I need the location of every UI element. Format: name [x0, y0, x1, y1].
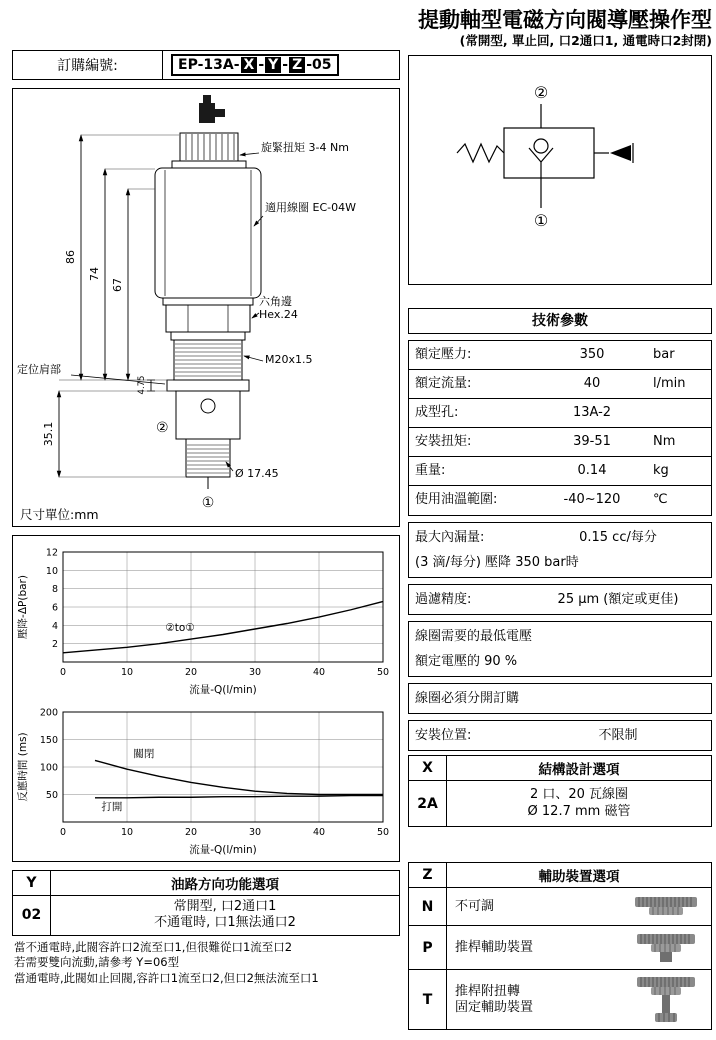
shoulder-label: 定位肩部: [17, 363, 61, 376]
param-value: 40: [583, 376, 601, 391]
dim-35-1: 35.1: [42, 421, 55, 447]
param-label: 成型孔:: [415, 405, 459, 420]
y-options-header: [12, 870, 400, 896]
table-row: [408, 781, 712, 827]
hex-size-label: Hex.24: [259, 308, 298, 321]
option-line1: 常開型, 口2通口1: [173, 899, 277, 914]
x-title: 結構設計選項: [538, 762, 620, 778]
mounting-block: [408, 720, 712, 751]
svg-text:8: 8: [51, 584, 58, 596]
order-code-prefix: EP-13A-: [178, 57, 240, 73]
z-options-section: [408, 862, 712, 1030]
solenoid-icon: [610, 145, 631, 161]
table-row: [408, 888, 712, 926]
leakage-condition: (3 滴/每分) 壓降 350 bar時: [415, 555, 579, 570]
option-code: 02: [13, 896, 51, 935]
valve-drawing-panel: [12, 88, 400, 527]
svg-text:6: 6: [51, 602, 58, 614]
svg-text:0: 0: [59, 667, 67, 678]
svg-text:50: 50: [376, 827, 390, 838]
symbol-lines: [457, 104, 609, 208]
option-label: 不可調: [455, 898, 495, 914]
z-options-header: [408, 862, 712, 888]
svg-text:20: 20: [184, 827, 198, 838]
knob-icon: [629, 974, 703, 1026]
filtration-block: [408, 584, 712, 615]
param-label: 額定流量:: [415, 376, 472, 391]
order-code-y-field: Y: [265, 57, 281, 73]
svg-text:30: 30: [248, 827, 262, 838]
param-label: 重量:: [415, 463, 446, 478]
order-code-x-field: X: [241, 57, 258, 73]
coil-order-note-block: [408, 683, 712, 714]
svg-text:關閉: 關閉: [133, 748, 155, 761]
symbol-port1: ①: [533, 211, 549, 230]
svg-text:2: 2: [51, 639, 58, 651]
dim-74: 74: [88, 267, 101, 281]
order-code-dash: -: [258, 57, 265, 73]
pressure-drop-chart: [15, 540, 399, 698]
param-value: 39-51: [573, 434, 611, 449]
param-value: 0.14: [577, 463, 607, 478]
x-options-header: [408, 755, 712, 781]
option-code: T: [409, 970, 447, 1029]
spring-icon: [457, 144, 504, 162]
table-row: [409, 486, 711, 515]
din-connector: [199, 95, 225, 123]
symbol-port2: ②: [533, 83, 549, 102]
mounting-label: 安裝位置:: [415, 728, 472, 743]
hydraulic-symbol: [409, 56, 711, 284]
order-code-suffix: -05: [306, 57, 332, 73]
mounting-value: 不限制: [598, 728, 638, 743]
option-label: 推桿附扭轉: [455, 983, 521, 999]
param-value: 13A-2: [572, 405, 612, 420]
option-label: 推桿輔助裝置: [455, 939, 534, 955]
order-code-dash: -: [282, 57, 289, 73]
filtration-value: 25 µm (額定或更佳): [557, 592, 679, 607]
table-row: [409, 457, 711, 486]
svg-text:流量-Q(l/min): 流量-Q(l/min): [189, 844, 257, 856]
svg-text:0: 0: [59, 827, 67, 838]
param-value: -40~120: [563, 492, 621, 507]
response-time-chart: [15, 700, 399, 858]
table-row: [408, 926, 712, 970]
voltage-line2: 額定電壓的 90 %: [415, 654, 518, 669]
option-label2: 固定輔助裝置: [455, 999, 534, 1015]
param-label: 使用油溫範圍:: [415, 492, 498, 507]
knob-icon: [629, 931, 703, 965]
option-code: 2A: [409, 781, 447, 826]
svg-text:50: 50: [45, 790, 58, 801]
dimension-lines: [59, 135, 155, 477]
x-code: X: [409, 756, 447, 780]
param-value: 350: [579, 347, 605, 362]
hex-label: 六角邊: [259, 295, 292, 308]
svg-text:150: 150: [39, 735, 58, 746]
order-number-label: 訂購編號:: [13, 51, 163, 79]
y-code: Y: [13, 871, 51, 895]
coil-label: 適用線圈 EC-04W: [265, 201, 356, 214]
order-code: [163, 51, 399, 79]
y-note-line: 若需要雙向流動,請參考 Y=06型: [14, 955, 180, 970]
svg-text:10: 10: [120, 667, 134, 678]
svg-text:50: 50: [376, 667, 390, 678]
port2-mark: ②: [156, 420, 169, 436]
table-row: [409, 370, 711, 399]
param-unit: ℃: [653, 492, 668, 507]
param-label: 額定壓力:: [415, 347, 472, 362]
torque-label: 旋緊扭矩 3-4 Nm: [261, 141, 349, 154]
knob-icon: [629, 894, 703, 920]
param-unit: l/min: [653, 376, 686, 391]
svg-text:打開: 打開: [101, 800, 123, 813]
svg-text:4: 4: [51, 620, 58, 632]
diameter-label: Ø 17.45: [235, 467, 279, 480]
param-unit: bar: [653, 347, 675, 362]
svg-text:10: 10: [120, 827, 134, 838]
param-unit: Nm: [653, 434, 676, 449]
charts-panel: [12, 535, 400, 862]
y-note-line: 當不通電時,此閥容許口2流至口1,但很難從口1流至口2: [14, 939, 293, 954]
svg-text:壓降-ΔP(bar): 壓降-ΔP(bar): [17, 575, 29, 639]
page-subtitle: (常開型, 單止回, 口2通口1, 通電時口2封閉): [459, 33, 712, 48]
thread-section: [174, 340, 242, 380]
x-options-section: [408, 755, 712, 827]
option-code: P: [409, 926, 447, 969]
z-code: Z: [409, 863, 447, 887]
svg-text:反應時間 (ms): 反應時間 (ms): [17, 732, 29, 802]
table-row: [409, 399, 711, 428]
dim-67: 67: [111, 278, 124, 292]
svg-text:200: 200: [39, 707, 58, 719]
y-options-section: [12, 870, 400, 991]
param-label: 安裝扭矩:: [415, 434, 472, 449]
svg-text:流量-Q(l/min): 流量-Q(l/min): [189, 684, 257, 696]
svg-text:20: 20: [184, 667, 198, 678]
leakage-label: 最大內漏量:: [415, 530, 485, 545]
tech-params-header: 技術參數: [408, 308, 712, 334]
table-row: [409, 341, 711, 370]
hex-flats: [166, 305, 250, 340]
voltage-block: [408, 621, 712, 677]
y-title: 油路方向功能選項: [171, 877, 279, 893]
leakage-value: 0.15 cc/每分: [579, 530, 657, 545]
svg-text:100: 100: [39, 762, 58, 774]
port1-mark: ①: [201, 495, 215, 511]
coil-order-note: 線圈必須分開訂購: [415, 691, 520, 706]
svg-text:12: 12: [45, 547, 58, 559]
coil-retaining-nut: [172, 133, 246, 168]
svg-text:②to①: ②to①: [165, 621, 195, 634]
dim-86: 86: [64, 250, 77, 264]
voltage-line1: 線圈需要的最低電壓: [415, 629, 533, 644]
option-line1: 2 口、20 瓦線圈: [529, 787, 629, 803]
order-code-box: [171, 54, 339, 76]
option-code: N: [409, 888, 447, 925]
y-notes: [12, 936, 400, 992]
table-row: [408, 970, 712, 1030]
filtration-label: 過濾精度:: [415, 592, 472, 607]
svg-text:10: 10: [45, 565, 58, 577]
thread-label: M20x1.5: [265, 353, 313, 366]
leakage-block: [408, 522, 712, 578]
y-note-line: 當通電時,此閥如止回閥,容許口1流至口2,但口2無法流至口1: [14, 971, 319, 986]
tech-params-table: [408, 340, 712, 516]
dim-4-75: 4.75: [137, 375, 147, 395]
page-title: 提動軸型電磁方向閥導壓操作型: [418, 8, 712, 32]
coil-body: [155, 168, 261, 305]
order-number-section: [12, 50, 400, 80]
hydraulic-symbol-panel: [408, 55, 712, 285]
units-label: 尺寸單位:mm: [20, 507, 99, 522]
valve-drawing: [13, 89, 399, 526]
svg-text:40: 40: [312, 827, 326, 838]
option-line2: Ø 12.7 mm 磁管: [527, 803, 631, 819]
svg-text:40: 40: [312, 667, 326, 678]
table-row: [12, 896, 400, 936]
tech-params-section: [408, 308, 712, 751]
option-line2: 不通電時, 口1無法通口2: [154, 915, 296, 931]
svg-text:30: 30: [248, 667, 262, 678]
param-unit: [653, 399, 711, 427]
param-unit: kg: [653, 463, 669, 478]
table-row: [409, 428, 711, 457]
order-code-z-field: Z: [289, 57, 305, 73]
z-title: 輔助裝置選項: [538, 869, 620, 885]
